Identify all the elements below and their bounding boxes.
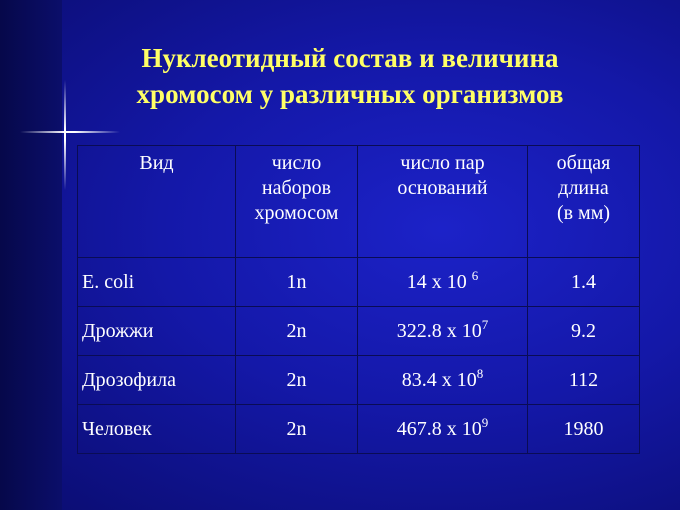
row-sets: 2n — [236, 405, 358, 454]
sparkle-horizontal-ray — [20, 131, 120, 133]
row-pairs — [358, 356, 528, 405]
left-background-band — [0, 0, 62, 510]
row-species: Человек — [78, 405, 236, 454]
row-species: Дрожжи — [78, 307, 236, 356]
row-sets: 1n — [236, 258, 358, 307]
row-pairs-base: 467.8 х 10 — [396, 417, 482, 440]
row-length: 1.4 — [528, 258, 640, 307]
sparkle-vertical-ray — [64, 80, 66, 190]
row-pairs-exponent: 6 — [471, 267, 479, 283]
table-row — [78, 258, 640, 307]
row-length: 1980 — [528, 405, 640, 454]
header-sets-line: наборов — [261, 177, 332, 199]
row-pairs — [358, 307, 528, 356]
header-length-line: длина — [558, 177, 609, 199]
header-length-line: (в мм) — [556, 202, 611, 224]
row-sets: 2n — [236, 307, 358, 356]
row-pairs-exponent: 7 — [481, 316, 489, 332]
header-species-label: Вид — [139, 152, 174, 174]
row-pairs-base: 14 х 10 — [406, 270, 467, 293]
table-row — [78, 405, 640, 454]
row-pairs — [358, 405, 528, 454]
table-row — [78, 356, 640, 405]
row-pairs-exponent: 9 — [481, 414, 489, 430]
header-sets — [236, 146, 358, 258]
table-row — [78, 307, 640, 356]
row-length: 9.2 — [528, 307, 640, 356]
row-pairs-base: 322.8 х 10 — [396, 319, 482, 342]
header-row — [78, 146, 640, 258]
title-line-1: Нуклеотидный состав и величина — [141, 43, 559, 73]
header-sets-line: хромосом — [254, 202, 339, 224]
row-species: E. coli — [78, 258, 236, 307]
chromosome-table — [77, 145, 640, 454]
row-sets: 2n — [236, 356, 358, 405]
row-pairs-exponent: 8 — [476, 365, 484, 381]
row-species: Дрозофила — [78, 356, 236, 405]
header-pairs-line: оснований — [397, 177, 488, 199]
row-pairs — [358, 258, 528, 307]
header-pairs-line: число пар — [400, 152, 485, 174]
header-species — [78, 146, 236, 258]
header-sets-line: число — [271, 152, 322, 174]
slide-title — [70, 40, 630, 112]
header-length-line: общая — [556, 152, 611, 174]
header-length — [528, 146, 640, 258]
title-line-2: хромосом у различных организмов — [136, 79, 564, 109]
header-pairs — [358, 146, 528, 258]
row-pairs-base: 83.4 х 10 — [401, 368, 477, 391]
row-length: 112 — [528, 356, 640, 405]
